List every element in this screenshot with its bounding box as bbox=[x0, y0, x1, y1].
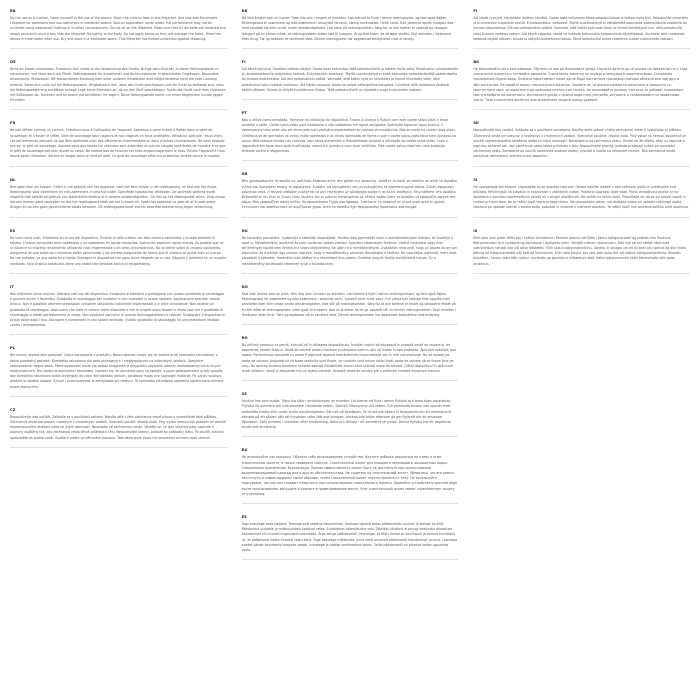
language-section bbox=[242, 229, 459, 274]
language-code: FR bbox=[10, 121, 16, 126]
language-section bbox=[10, 229, 227, 274]
instruction-text: Ärge kasutage seda patjana. Treenige end seadme kasutamisel. Õpetage lapsele selles päästevestis ujumist ja testige ka vilet. Päästevest ujujatele ja mitteujujatele kaitstud vetes. Eriotstarve: kärestikuline vesi. Täielikku jõudlust ei pruugi veekindla rõivastuse kasutamisel või muudel tingimustel saavutada. Ärge istuge päästevestil. Veenduge, et kõik rihmad on kinnitatud ja rihmad kinnitatud nii, et päästevest istuks tihedalt vastu keha. Ärge kasutage mähkmeid, kuna need annavad päästevesti kasutamisel ujuvust. Loputage seadet pärast kasutamist mageda veega, kuivatage ja hoidke ventileeritud kohas. Sellel päästevestil on piiratud kaitse uppumise vastu. bbox=[241, 521, 458, 552]
section-divider bbox=[242, 380, 459, 381]
language-section bbox=[242, 392, 459, 437]
language-section bbox=[10, 121, 227, 166]
language-section bbox=[242, 111, 459, 161]
language-section bbox=[242, 515, 459, 560]
language-code: FI bbox=[473, 9, 478, 13]
language-section bbox=[473, 178, 690, 218]
language-section bbox=[473, 121, 690, 166]
column-2 bbox=[242, 9, 459, 571]
section-divider bbox=[473, 48, 690, 49]
language-section bbox=[10, 60, 227, 110]
section-divider bbox=[242, 503, 459, 504]
instruction-text: Ne uporabljajte kot blazino. Usposobite se za uporabo naprave. Otroka naučite lebdeti v tem rešilnem jopiču in preizkusite tudi piščalko. Rešilni jopič za plavalce in neplavalce v zaščitenih vodah. Posebna uporaba: divje vode. Polna zmogljivost morda ne bo dosežena z uporabo nepremočljivih oblačil ali v drugih okoliščinah. Ne sedite na rešilni jopič. Prepričajte se, da so vsi pasovi zapeti in trakovi pritrjeni tako, da se rešilni jopič tesno prilega telesu. Ne uporabljajte plenic, saj dodajajo vzgon pri uporabi rešilnega jopiča. Napravo po uporabi sperite s sladko vodo, posušite in shranite v zračnem prostoru. Ta rešilni jopič ima omejeno zaščito pred utopitvijo. bbox=[473, 184, 689, 210]
instruction-text: Nie należy używać jako poduszki. Ćwicz korzystanie z produktu. Naucz dziecko unosić się na wodzie w tej kamizelce ratunkowej, a także przetestuj gwizdek. Kamizelka ratunkowa dla osób pływających i niepływających na osłoniętych wodach. Specjalne zastosowanie: rwąca woda. Pełna wydajność może nie zostać osiągnięta w przypadku używania odzieży wodoodpornej lub w innych okolicznościach. Nie siadaj na kamizelce ratunkowej. Upewnij się, że wszystkie pasy są zapięte, a paski zabezpieczone w taki sposób, aby kamizelka ratunkowa ściśle przylegała do ciała. Nie zakładaj pieluch, ponieważ mogą one uszkodzić materiał. Po użyciu wypłucz produkt w słodkiej wodzie. Suszyć i przechowywać w wentylowanym miejscu. Ta kamizelka ratunkowa zapewnia ograniczoną ochronę przed utonięciem. bbox=[10, 353, 224, 389]
language-section bbox=[10, 178, 227, 218]
language-code: NO bbox=[241, 284, 248, 289]
language-code: RO bbox=[241, 335, 248, 340]
section-divider bbox=[10, 48, 227, 49]
language-section bbox=[10, 346, 227, 396]
instruction-text: Nu utilizați produsul ca pernă. Instruiți-vă în utilizarea dispozitivului. Învățați copilul să plutească în această vestă de salvare și, de asemenea, testați fluierul. Vestă de salvare pentru înotători și persoane care nu știu să înoate în ape protejate. Aplicație specială: ape repezi. Performanța completă nu poate fi obținută folosind îmbrăcăminte impermeabilă sau în alte circumstanțe. Nu vă așezați pe vesta de salvare. Asigurați-vă că toate centurile sunt fixate, iar curelele sunt prinse astfel încât vesta de salvare să se fixeze bine pe corp. Nu aplicați scutece deoarece acestea adaugă flotabilitate atunci când utilizați vesta de salvare. Clătiți dispozitivul în apă dulce după utilizare, uscați și depozitați într-un spațiu ventilat. Această vestă de salvare are o protecție limitată împotriva înecului. bbox=[241, 342, 457, 373]
section-divider bbox=[10, 273, 227, 274]
instruction-text: Skal ikke brukes som en pute. Tren deg selv i bruken av enheten. Lær barnet å flyte i denne redningsvesten, og test også fløyta. Redningsvest for svømmere og ikke-svømmere i skjermet vann. Spesiell bruk: hvitt vann. Full ytelse kan kanskje ikke oppnås med vanntette klær eller under andre omstendigheter. Ikke sitt på redningsvesten. Sørg for at alle beltene er festet og stroppene festet på en slik måte at redningsvesten sitter godt til kroppen. Ikke bruk bleier da de gir oppdrift når du bruker redningsvesten. Skyll enheten i ferskvann etter bruk. Tørk og oppbevar på et ventilert sted. Denne redningsvesten har begrenset beskyttelse mot drukning. bbox=[241, 291, 457, 317]
language-section bbox=[242, 285, 459, 325]
language-code: PL bbox=[10, 346, 16, 351]
instruction-text: Μην χρησιμοποιείτε το προϊόν ως μαξιλάρι. Εκπαιδευτείτε στη χρήση της συσκευής. Διδάξτε το παιδί να επιπλέει σε αυτό το σωσίβιο γιλέκο και δοκιμάστε επίσης τη σφυρίχτρα. Σωσίβιο για κολυμβητές και μη κολυμβητές σε προστατευμένα ύδατα. Ειδική εφαρμογή: ορμητικά νερά. Η πλήρης απόδοση ενδέχεται να μην επιτευχθεί με αδιάβροχα ρούχα ή σε άλλες συνθήκες. Μην κάθεστε στο σωσίβιο. Βεβαιωθείτε ότι όλες οι ζώνες είναι δεμένες και οι ιμάντες στερεωμένοι με τέτοιο τρόπο ώστε το σωσίβιο να εφαρμόζει σφιχτά στο σώμα. Μην εφαρμόζετε πάνες καθώς θα προκαλέσουν ζημιά στο ύφασμα. Ξεπλύνετε τη συσκευή σε γλυκό νερό μετά τη χρήση. Στεγνώστε και αποθηκεύστε σε αεριζόμενο χώρο. Αυτό το σωσίβιο έχει περιορισμένη προστασία από πνιγμό. bbox=[241, 179, 457, 210]
language-section bbox=[473, 60, 690, 110]
section-divider bbox=[242, 217, 459, 218]
language-section bbox=[242, 172, 459, 217]
language-code: HU bbox=[241, 228, 248, 233]
language-code: BG bbox=[473, 60, 480, 65]
instruction-text: Niet gebruiken als kussen. Oefen in het gebruik van het apparaat. Leer het kind drijven in dit reddingsvest, en test ook het fluitje. Reddingsvest voor zwemmers en niet-zwemmers in beschut water. Specifieke toepassing: wildwater. De optimale werking wordt mogelijk niet bereikt bij gebruik van waterdichte kleding of in andere omstandigheden. Ga niet op het reddingsvest zitten. Zorg ervoor dat alle riemen goed vastzitten en dat het reddingsvest strak om het lichaam zit. Spoel het apparaat na gebruik af in zoet water. Drogen en op een goed geventileerde plaats bewaren. Dit reddingsvest biedt slechts beperkte bescherming tegen verdrinking. bbox=[10, 184, 226, 210]
language-code: SE bbox=[241, 392, 247, 397]
language-code: IS bbox=[473, 228, 478, 233]
column-3 bbox=[473, 9, 690, 571]
language-code: FI bbox=[241, 60, 246, 65]
language-code: ES bbox=[10, 228, 16, 233]
section-divider bbox=[10, 447, 227, 448]
language-code: IT bbox=[10, 284, 14, 289]
instruction-text: Não a utilize como almofada. Treine-se na utilização do dispositivo. Ensine a criança a flutuar com este colete salva-vidas e teste também o apito. Colete salva-vidas para nadadores e não nadadores em águas abrigadas. Aplicação especial: água branca. O desempenho total pode não ser alcançado com vestuário impermeável ou noutras circunstâncias. Não se sente no colete salva-vidas. Certifique-se de que todos os cintos estão apertados e as cintas apertadas de forma a que o colete salva-vidas fique bem ajustado ao corpo. Não coloque fraldas nas crianças, pois estas aumentam a flutuabilidade durante a utilização do colete salva-vidas. Lave o dispositivo em água doce após a utilização, seque-o e guarde-o num local ventilado. Este colete salva-vidas tem uma proteção limitada contra o afogamento. bbox=[241, 118, 456, 154]
section-divider bbox=[242, 559, 459, 560]
language-section bbox=[242, 448, 459, 504]
instruction-text: Må ikke bruges som en hynde. Træn dig selv i brugen af enheden. Lær barnet at flyde i denne redningsvest, og test også fløjten. Redningsvest til svømmere og ikke-svømmere i beskyttet farvand. Særlig anvendelse: Hvidt vand. Fuld ydeevne opnås muligvis ikke med vandtæt tøj eller under andre omstændigheder. Lad være på redningsvesten. Sørg for, at alle bælter er spændt og stropper fastgjort på en sådan måde, at redningsvesten sidder tæt til kroppen. Brug ikke bleer, da de øger stoffet. Skyl enheden i ferskvand efter brug. Tør og opbevar et ventileret sted. Denne redningsvest har begrænset beskyttelse mod drukning. bbox=[241, 16, 454, 41]
section-divider bbox=[242, 436, 459, 437]
language-section bbox=[10, 9, 227, 49]
language-code: PT bbox=[241, 111, 247, 116]
language-grid bbox=[10, 9, 690, 571]
instruction-text: Nepoužívajte ako vankúš. Vyškolte sa v používaní zariadenia. Naučte dieťa plávať v tejto záchrannej veste a vyskúšajte aj píšťalku. Záchranná vesta pre plavcov a neplavcov v chránených vodách. Špeciálne použitie: divoká voda. Plný výkon sa nemusí dosiahnuť pri použití nepremokavého oblečenia alebo za iných okolností. Nesadajte si na záchrannú vestu. Uistite sa, že všetky pásy sú zapnuté a popruhy zaistené tak, aby záchranná vesta tesne priliehala k telu. Nepoužívajte plienky, pretože pridávajú vztlak pri používaní záchrannej vesty. Zariadenie po použití opláchnite sladkou vodou, vysušte a uložte na vetranom mieste. Táto záchranná vesta poskytuje obmedzenú ochranu pred utopením. bbox=[473, 128, 687, 159]
language-section bbox=[10, 408, 227, 448]
section-divider bbox=[242, 324, 459, 325]
language-code: DK bbox=[241, 9, 248, 13]
section-divider bbox=[10, 166, 227, 167]
language-section bbox=[473, 229, 690, 274]
language-code: CZ bbox=[10, 407, 16, 412]
instruction-text: No usar como cojín. Entrénese en el uso del dispositivo. Enseñe al niño a flotar con este chaleco salvavidas y pruebe también el silbato. Chaleco salvavidas para nadadores y no nadadores en aguas tranquilas. Aplicación especial: aguas bravas. Es posible que no se alcance su máximo rendimiento utilizando ropa impermeable o en otras circunstancias. No se siente sobre el chaleco salvavidas. Asegúrese de que todos los cinturones estén abrochados y las correas aseguradas de forma que el chaleco se ajuste bien al cuerpo. No use pañales, ya que dañarán el tejido. Enjuague el dispositivo con agua dulce después de su uso. Séquelo y guárdelo en un espacio ventilado. Este chaleco salvavidas tiene una protección limitada contra el ahogamiento. bbox=[10, 235, 227, 266]
language-code: RU bbox=[241, 448, 248, 453]
instruction-text: Nepoužívejte jako polštář. Zaškolte se v používání zařízení. Naučte dítě v této záchranné vestě plavat a vyzkoušejte také píšťalku. Záchranná vesta pro plavce i neplavce v chráněných vodách. Speciální použití: divoká voda. Plný výkon nemusí být dosažen při použití nepromokavého oblečení nebo za jiných okolností. Nesedejte na záchrannou vestu. Ujistěte se, že jsou všechny pásy zapnuté a popruhy zajištěny tak, aby záchranná vesta těsně přiléhala k tělu. Nepoužívejte plenky, protože by poškodily látku. Po použití zařízení opláchněte ve sladké vodě. Osušte a uložte ve větraném prostoru. Tato záchranná vesta má omezenou ochranu proti utonutí. bbox=[10, 414, 226, 440]
language-code: SK bbox=[473, 121, 479, 126]
language-section bbox=[242, 9, 459, 49]
column-1 bbox=[10, 9, 227, 571]
language-code: NL bbox=[10, 177, 16, 182]
section-divider bbox=[242, 273, 459, 274]
instruction-text: Använd inte som kudde. Träna dig själv i användningen av enheten. Lär barnet att flyta i denna flytväst och testa även visselpipan. Flytväst för simmare och icke-simmare i skyddade vatten. Speciell tillämpning: vitt vatten. Full prestanda kanske inte uppnås med vattentäta kläder eller under andra omständigheter. Sitt inte på flytvästen. Se till att alla bälten är fastspända och att remmarna är säkrade på ett sådant sätt att flytvästen sitter tätt mot kroppen. Använd inte blöjor eftersom de ger flytkraft när du använder flytvästen. Skölj enheten i sötvatten efter användning, torka och förvara i ett ventilerat utrymme. Denna flytväst har ett begränsat skydd mot drunkning. bbox=[241, 399, 452, 430]
instruction-text: Nicht als Kissen verwenden. Trainieren dich selbst in der Verwendung des Geräts. Bringe dem Kind bei, in dieser Rettungsweste zu schwimmen, und teste auch die Pfeife. Rettungsweste für Schwimmer und Nichtschwimmer in geschützten Gewässern. Besondere Anwendung: Wildwasser. Mit wasserdichter Kleidung oder unter anderen Umständen wird möglicherweise nicht die volle Leistung erreicht. Setze dich nicht auf die Rettungsweste. Vergewissere dich, dass alle Gurte geschlossen und die Gurte so befestigt sind, dass die Rettungsweste eng am Körper anliegt. Lege keine Steinbeln an, da sie den Stoff beschädigen. Spüle das Gerät nach dem Gebrauch mit Süßwasser ab. Trocknen und an einem gut belüfteten Ort lagern. Diese Rettungsweste bietet nur einen begrenzten Schutz gegen Ertrinken. bbox=[10, 67, 226, 103]
instruction-text: Ne pas utiliser comme un coussin. Entraînez-vous à l'utilisation de l'appareil. Apprenez à votre enfant à flotter dans ce gilet de sauvetage, et à tester le sifflet. Gilet de sauvetage pour nageurs et non-nageurs en eaux protégées. Utilisation spéciale : eaux vives. Les performances peuvent ne pas être optimales avec des vêtements imperméables ou dans d'autres circonstances. Ne vous asseyez pas sur le gilet de sauvetage. Assurez-vous que toutes les ceintures sont attachées et que les sangles sont fixées de manière à ce que le gilet de sauvetage soit bien ajusté au corps. Ne mettez pas de couches car elles endommageraient le tissu. Rincez l'appareil à l'eau douce après utilisation. Séchez et rangez dans un endroit aéré. Ce gilet de sauvetage offre une protection limitée contre la noyade. bbox=[10, 128, 226, 159]
instruction-text: Ne használja párnaként. Gyakorolja a készülék használatát. Tanítsa meg gyermekét úszni a mentőmellényben lebegni, és tesztelje a sípot is. Mentőmellény úszóknak és nem úszóknak védett vizeken. Speciális alkalmazás: fehérvíz. Vízálló ruházattal vagy más körülmények között nem érhető el a teljes teljesítmény. Ne üljön rá a mentőmellényre. Győződjön meg arról, hogy az összes öv be van kapcsolva, és a pántok úgy vannak rögzítve, hogy a mentőmellény szorosan illeszkedjen a testhez. Ne használjon pelenkát, mert azok károsítják a szövetet. Használat után öblítse le a készüléket friss vízben. Szárítsa meg és tárolja szellőztetett helyen. Ez a mentőmellény korlátozott védelmet nyújt a fulladás ellen. bbox=[241, 235, 458, 266]
language-code: EN bbox=[10, 9, 16, 13]
instruction-text: Не използвайте като възглавница. Обучете се как да използвате уреда. Научете детето да се държи на повърхността с тази спасителна жилетка и тествайте свирката. Спасителна жилетка за плувци и неплувци в защитени води. Специално приложение: бурни води. Пълната ефективност може да не бъде постигната при водоустойчиво облекло или при други обстоятелства. Не сядайте върху спасителната жилетка. Уверете се, че всички колани са закопчани и каишките са пристегнати така, че жилетката да прилепва плътно към тялото. Не използвайте пелени, тъй като те добавят плаваемост при употребата на жилетката. Изплакнете уреда с прясна вода след употреба, изсушете и съхранявайте на проветриво място. Тази спасителна жилетка има ограничена защита срещу удавяне. bbox=[473, 67, 688, 103]
section-divider bbox=[473, 217, 690, 218]
section-divider bbox=[242, 48, 459, 49]
language-section bbox=[242, 336, 459, 381]
language-section bbox=[473, 9, 690, 49]
instruction-text: Älä käytä tyynynä. Opettele laitteen käyttö. Opeta lasta kellumaan tällä pelastusliivillä ja kokeile myös pilliä. Pelastusliivi uimataitoisille ja uimataidottomille suojaisissa vesissä. Erityiskäyttö: koskivesi. Täyttä suorituskykyä ei ehkä saavuteta vedenkestävällä vaatetuksella tai muissa olosuhteissa. Älä istu pelastusliivin päällä. Varmista, että kaikki vyöt on kiinnitetty ja hihnat kiinnitetty siten, että pelastusliivi istuu tiukasti vartaloon. Älä käytä vaippoja, koska ne voivat vahingoittaa kangasta. Huuhtele laite makeassa vedessä käytön jälkeen. Kuivaa ja säilytä tuuletetussa tilassa. Tällä pelastusliivillä on rajoitettu suoja hukkumista vastaan. bbox=[241, 67, 459, 92]
instruction-text: Do not use as a cushion. Foam yourself in the use of the device. Teach the child to float in this lifejacket. And also test the whistle. Lifejacket for swimmers and non-swimmers in sheltered waters. Special application: white water. Full performance may not be achieved using waterproof clothing or in other circumstances. Do not sit on the lifejacket. Make sure that all the belts are fastened and straps secured in such a way that the lifejacket fits tightly to the body. Do not apply stains as they will damage the fabric. Rinse the device in fresh water after use. Dry and store in a ventilated space. This lifejacket has limited protection against drowning. bbox=[10, 16, 226, 41]
section-divider bbox=[473, 109, 690, 110]
section-divider bbox=[10, 109, 227, 110]
language-section bbox=[10, 285, 227, 335]
section-divider bbox=[473, 273, 690, 274]
section-divider bbox=[242, 160, 459, 161]
instruction-text: Ekki nota sem púða. Æfðu þig í notkun búnaðarins. Kenndu barninu að fljóta í þessu björgunarvesti og prófaðu líka flautuna. Björgunarvesti fyrir syndandi og ósyndandi í skjólgóðu vatni. Sérstök notkun: straumvatn. Ekki víst að full afköst náist með vatnsheldum fatnaði eða við aðrar aðstæður. Ekki sitja á björgunarvestinu. Gakktu úr skugga um að öll belti séu spennt og ólar festar þannig að björgunarvestið sitji þétt að líkamanum. Ekki nota bleyjur þar sem þær auka flot við notkun björgunarvestisins. Skolaðu búnaðinn í fersku vatni eftir notkun, þurrkaðu og geymdu á loftræstum stað. Þetta björgunarvesti veitir takmarkaða vörn gegn drukknun. bbox=[473, 235, 687, 266]
section-divider bbox=[10, 217, 227, 218]
instruction-text: Älä käytä tyynynä. Harjoittele laitteen käyttöä. Opeta lasta kellumaan tässä pelastusliivissä ja testaa myös pilli. Pelastusliivi uimareille ja ei-uimareille suojaisilla vesillä. Erikoissovellus: valkovesi. Täyttä suorituskykyä ei välttämättä saavuteta vedenpitävillä vaatteilla tai muissa olosuhteissa. Älä istu pelastusliivin päällä. Varmista, että kaikki vyöt ovat kiinni ja hihnat kiristettyinä niin, että pelastusliivi istuu tiukasti vartaloa vasten. Älä käytä vaippoja, koska ne lisäävät kelluvuutta pelastusliiviä käytettäessä. Huuhtele laite makeassa vedessä käytön jälkeen, kuivaa ja säilytä tuuletetussa tilassa. Tämä pelastusliivi antaa rajoitetun suojan hukkumista vastaan. bbox=[473, 16, 689, 41]
section-divider bbox=[473, 166, 690, 167]
language-code: DE bbox=[10, 60, 16, 65]
language-code: EE bbox=[241, 514, 247, 519]
instruction-text: Non utilizzare come cuscino. Allenarsi nell'uso del dispositivo. Insegnare al bambino a galleggiare con questo giubbotto di salvataggio e provare anche il fischietto. Giubbotto di salvataggio per nuotatori e non nuotatori in acque riparate. Applicazione speciale: acqua bianca. Non è possibile ottenere prestazioni complete utilizzando indumenti impermeabili o in altre circostanze. Non sedersi sul giubbotto di salvataggio. Assicurarsi che tutte le cinture siano allacciate e che le cinghie siano fissate in modo tale che il giubbotto di salvataggio si adatti perfettamente al corpo. Non applicare pannolini in quanto danneggerebbero il tessuto. Sciacquare il dispositivo in acqua dolce dopo l'uso. Asciugare e conservare in uno spazio ventilato. Questo giubbotto di salvataggio ha una protezione limitata contro l'annegamento. bbox=[10, 291, 226, 328]
language-code: GR bbox=[241, 172, 248, 177]
section-divider bbox=[10, 396, 227, 397]
section-divider bbox=[10, 334, 227, 335]
language-section bbox=[242, 60, 459, 100]
language-code: SI bbox=[473, 177, 478, 182]
section-divider bbox=[242, 99, 459, 100]
instruction-text: Не используйте как подушку. Обучите себя использованию устройства. Научите ребенка держаться на плаву в этом спасательном жилете, а также проверьте свисток. Спасательный жилет для пловцов и непловцов в защищенных водах. Специальное применение: бурная вода. Полная эффективность может быть не достигнута при использовании водонепроницаемой одежды или в других обстоятельствах. Не садитесь на спасательный жилет. Убедитесь, что все ремни застегнуты и зафиксированы таким образом, чтобы спасательный жилет плотно прилегал к телу. Не используйте подгузники, так как они создают плавучесть при использовании спасательного жилета. Промойте устройство в пресной воде после использования, высушите и храните в проветриваемом месте. Этот спасательный жилет имеет ограниченную защиту от утопления. bbox=[241, 455, 458, 496]
